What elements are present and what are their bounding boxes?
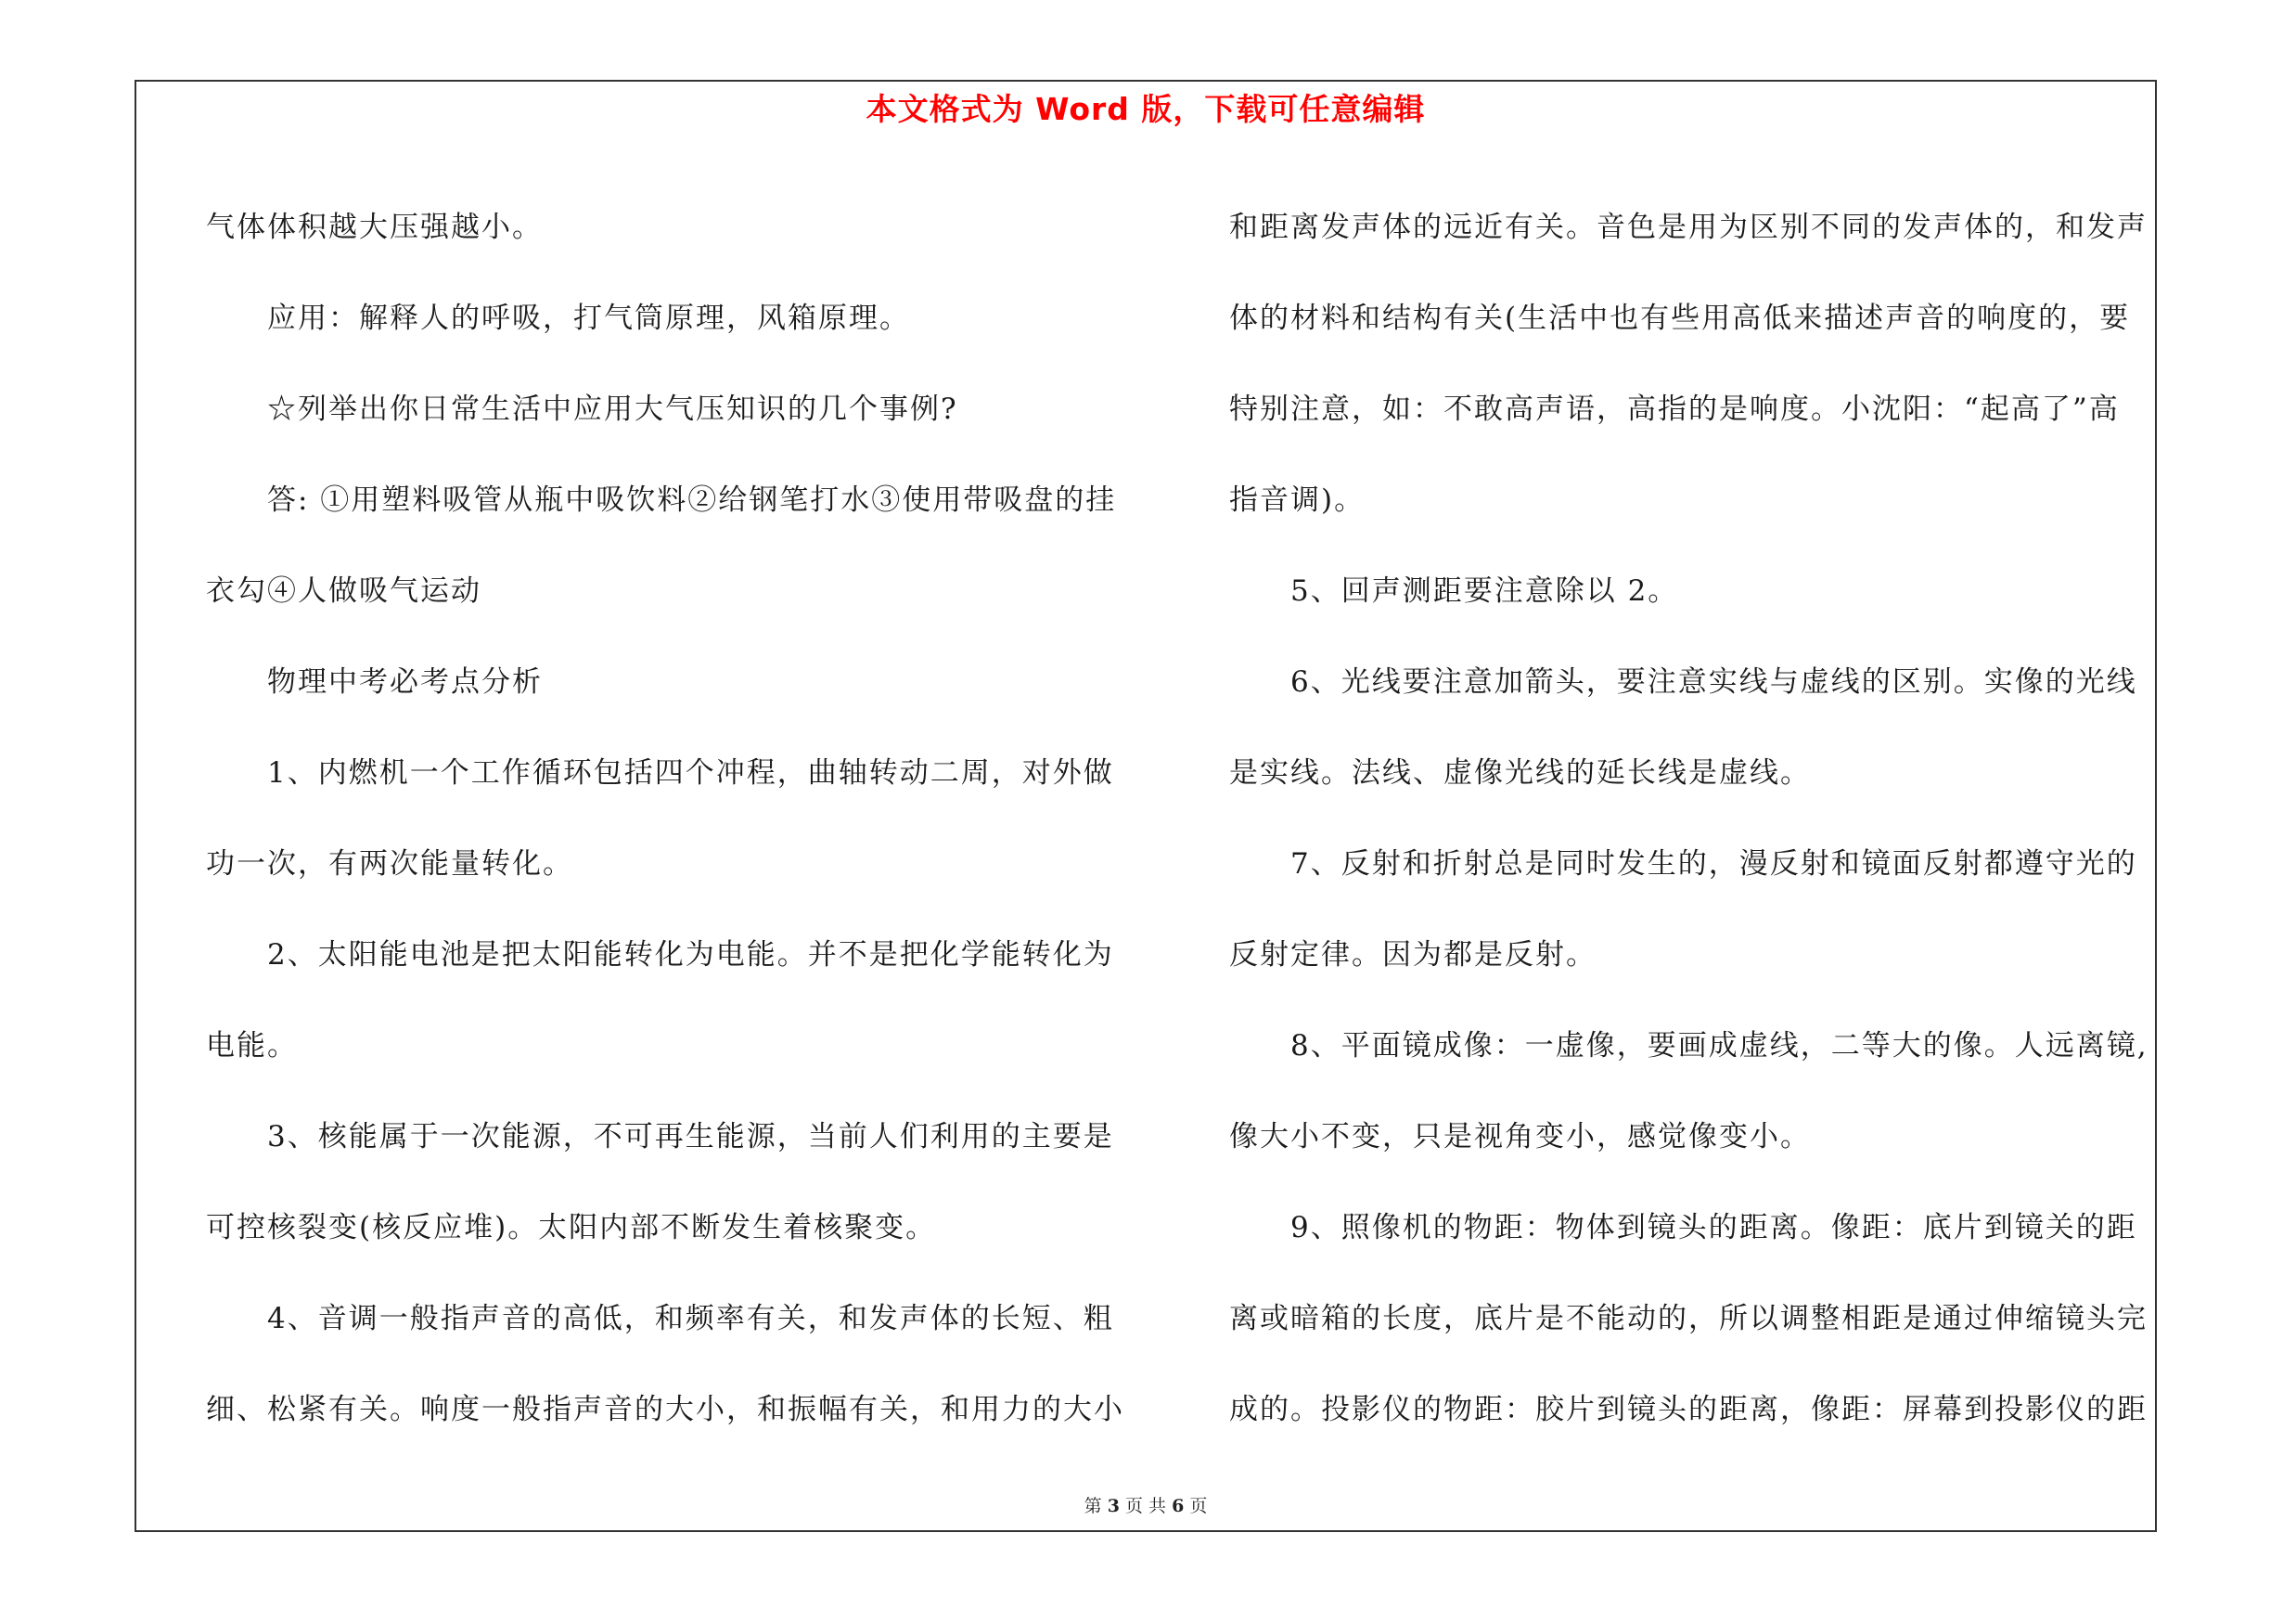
- text-line: 应用：解释人的呼吸，打气筒原理，风箱原理。: [267, 302, 910, 335]
- text-line: 8、平面镜成像：一虚像，要画成虚线，二等大的像。人远离镜,: [1290, 1029, 2148, 1063]
- text-line: 和距离发声体的远近有关。音色是用为区别不同的发声体的，和发声: [1229, 211, 2148, 244]
- text-line: 5、回声测距要注意除以 2。: [1290, 574, 1679, 608]
- right-text-column: [1229, 182, 2175, 1455]
- text-line: 气体体积越大压强越小。: [206, 211, 543, 244]
- left-text-column: [206, 182, 1134, 1455]
- current-page-number: 3: [1107, 1496, 1120, 1516]
- text-line: 3、核能属于一次能源，不可再生能源，当前人们利用的主要是: [267, 1120, 1114, 1153]
- text-line: 反射定律。因为都是反射。: [1229, 938, 1597, 972]
- text-line: 指音调)。: [1229, 483, 1366, 517]
- text-line: 1、内燃机一个工作循环包括四个冲程，曲轴转动二周，对外做: [267, 756, 1114, 790]
- text-line: 功一次，有两次能量转化。: [206, 847, 573, 881]
- text-line: 离或暗箱的长度，底片是不能动的，所以调整相距是通过伸缩镜头完: [1229, 1302, 2148, 1335]
- text-line: ☆列举出你日常生活中应用大气压知识的几个事例?: [267, 393, 958, 426]
- text-line: 衣勾④人做吸气运动: [206, 574, 481, 608]
- text-line: 4、音调一般指声音的高低，和频率有关，和发声体的长短、粗: [267, 1302, 1114, 1335]
- footer-middle: 页 共: [1124, 1496, 1167, 1516]
- total-page-count: 6: [1172, 1496, 1185, 1516]
- footer-suffix: 页: [1189, 1496, 1208, 1516]
- format-banner: 本文格式为 Word 版，下载可任意编辑: [866, 91, 1426, 127]
- text-line: 答: ①用塑料吸管从瓶中吸饮料②给钢笔打水③使用带吸盘的挂: [267, 483, 1117, 517]
- text-line: 特别注意，如：不敢高声语，高指的是响度。小沈阳：“起高了”高: [1229, 393, 2120, 426]
- text-line: 可控核裂变(核反应堆)。太阳内部不断发生着核聚变。: [206, 1211, 937, 1244]
- text-line: 像大小不变，只是视角变小，感觉像变小。: [1229, 1120, 1811, 1153]
- text-line: 9、照像机的物距：物体到镜头的距离。像距：底片到镜关的距: [1290, 1211, 2137, 1244]
- text-line: 2、太阳能电池是把太阳能转化为电能。并不是把化学能转化为: [267, 938, 1114, 972]
- text-line: 体的材料和结构有关(生活中也有些用高低来描述声音的响度的，要: [1229, 302, 2131, 335]
- text-line: 7、反射和折射总是同时发生的，漫反射和镜面反射都遵守光的: [1290, 847, 2137, 881]
- text-line: 物理中考必考点分析: [267, 665, 543, 699]
- text-line: 成的。投影仪的物距：胶片到镜头的距离，像距：屏幕到投影仪的距: [1229, 1393, 2148, 1426]
- text-line: 6、光线要注意加箭头，要注意实线与虚线的区别。实像的光线: [1290, 665, 2137, 699]
- text-line: 是实线。法线、虚像光线的延长线是虚线。: [1229, 756, 1811, 790]
- footer-prefix: 第: [1084, 1496, 1102, 1516]
- text-line: 细、松紧有关。响度一般指声音的大小，和振幅有关，和用力的大小: [206, 1393, 1124, 1426]
- page-footer: [135, 1492, 2157, 1517]
- text-line: 电能。: [206, 1029, 298, 1063]
